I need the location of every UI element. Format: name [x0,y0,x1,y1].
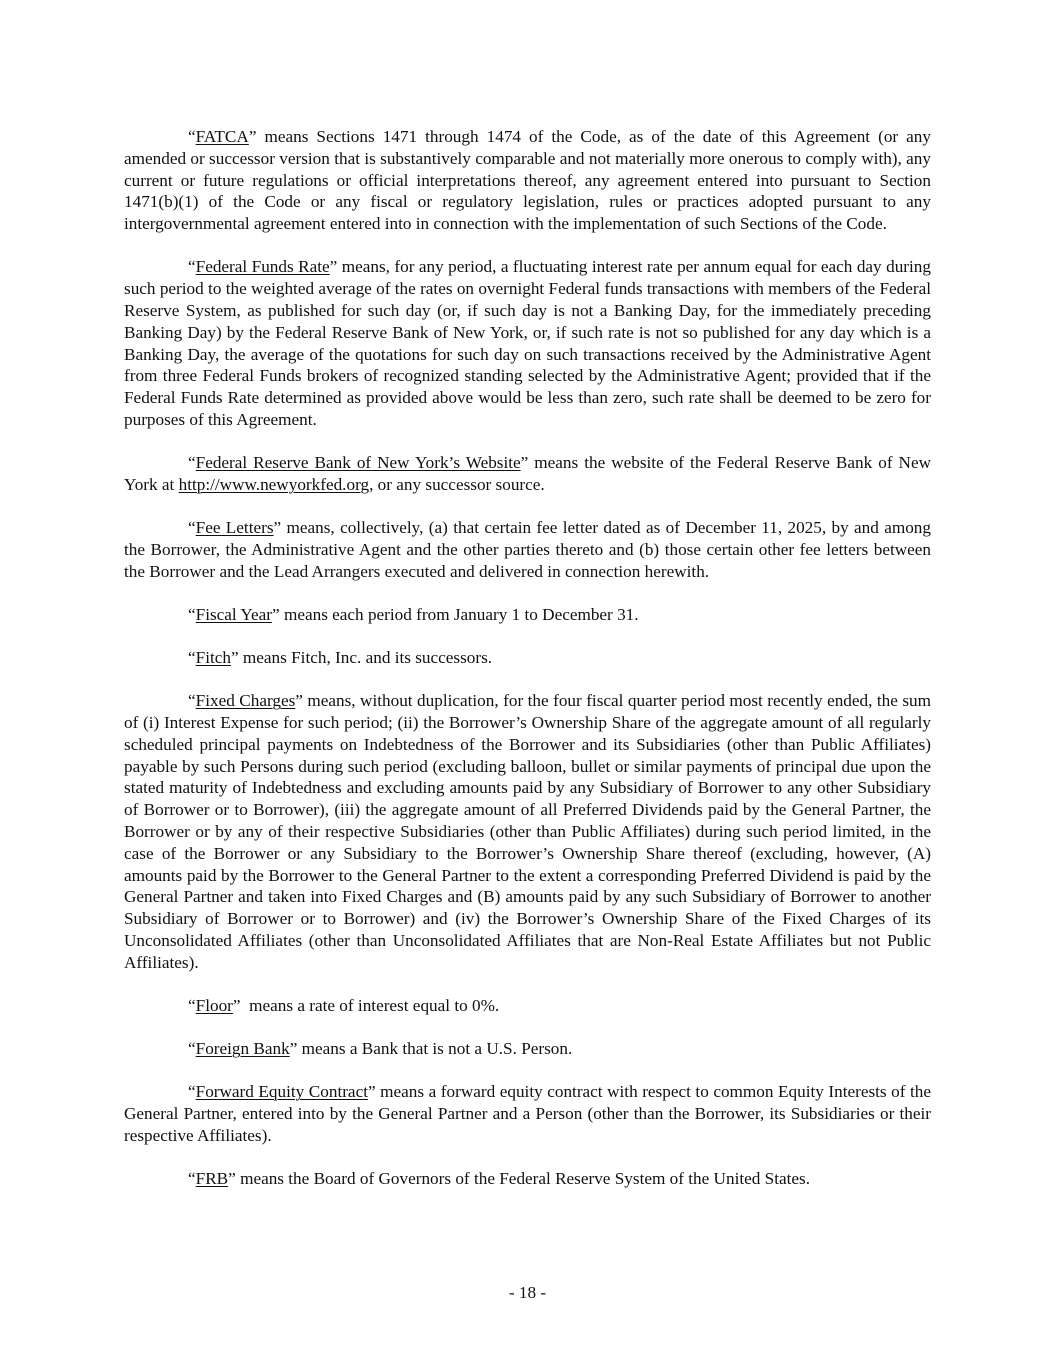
page-number: - 18 - [508,1283,547,1302]
open-quote: “ [188,518,196,538]
close-quote: ” [329,257,338,277]
open-quote: “ [188,604,196,624]
definition-text: means each period from January 1 to December 31. [279,604,639,624]
close-quote: ” [273,518,282,538]
close-quote: ” [520,453,529,473]
definition-fixed-charges [124,690,931,973]
definition-federal-funds-rate [124,256,931,430]
close-quote: ” [248,127,257,146]
definition-text-end: , or any successor source. [369,474,545,494]
defined-term: Federal Funds Rate [195,257,330,277]
definition-fee-letters [124,517,931,582]
open-quote: “ [188,257,196,277]
definition-text: means, for any period, a fluctuating interest rate per annum equal for each day during such period to the weighted average of the rates on overnight Federal funds transactions with members of the Federal Reserve System, as published for such day (or, if such day is not a Banking Day, for the immediately preceding Banking Day) by the Federal Reserve Bank of New York, or, if such rate is not so published for any day which is a Banking Day, the average of the quotations for such day on such transactions received by the Administrative Agent from three Federal Funds brokers of recognized standing selected by the Administrative Agent; provided that if the Federal Funds Rate determined as provided above would be less than zero, such rate shall be deemed to be zero for purposes of this Agreement. [124,257,931,429]
close-quote: ” [232,996,241,1016]
definition-text: means the Board of Governors of the Federal Reserve System of the United States. [235,1169,810,1189]
defined-term: Fitch [195,648,231,668]
definition-fatca [124,126,931,235]
definition-text: means the website of the Federal Reserve Bank of New York at [124,453,931,494]
definition-forward-equity-contract [124,1081,931,1146]
open-quote: “ [188,1082,196,1102]
newyorkfed-link[interactable]: http://www.newyorkfed.org [178,474,370,494]
definition-text: means Sections 1471 through 1474 of the Code, as of the date of this Agreement (or any amended or successor version that is substantively comparable and not materially more onerous to comply with), any current or future regulations or official interpretations thereof, any agreement entered into pursuant to Section 1471(b)(1) of the Code or any fiscal or regulatory legislation, rules or practices adopted pursuant to any intergovernmental agreement entered into in connection with the implementation of such Sections of the Code. [124,127,931,234]
open-quote: “ [188,453,196,473]
definition-text: means a rate of interest equal to 0%. [240,996,500,1016]
defined-term: Forward Equity Contract [195,1082,368,1102]
definition-text: means a Bank that is not a U.S. Person. [297,1039,573,1059]
definition-frb [124,1168,931,1190]
close-quote: ” [230,648,239,668]
defined-term: Federal Reserve Bank of New York’s Website [195,453,521,473]
defined-term: Fiscal Year [195,604,273,624]
document-body [124,126,931,1211]
defined-term: Fixed Charges [195,691,296,711]
defined-term: FRB [195,1169,229,1189]
definition-text: means, collectively, (a) that certain fee letter dated as of December 11, 2025, by and among the Borrower, the Administrative Agent and the other parties thereto and (b) those certain other fee letters between the Borrower and the Lead Arrangers executed and delivered in connection herewith. [124,518,931,581]
definition-floor [124,995,931,1017]
definition-text: means, without duplication, for the four fiscal quarter period most recently ended, the sum of (i) Interest Expense for such period; (ii) the Borrower’s Ownership Share of the aggregate amount of all regularly scheduled principal payments on Indebtedness of the Borrower and its Subsidiaries (other than Public Affiliates) payable by such Persons during such period (excluding balloon, bullet or similar payments of principal due upon the stated maturity of Indebtedness and excluding amounts paid by any Subsidiary of Borrower to any other Subsidiary of Borrower or to Borrower), (iii) the aggregate amount of all Preferred Dividends paid by the General Partner, the Borrower or by any of their respective Subsidiaries (other than Public Affiliates) during such period limited, in the case of the Borrower or any Subsidiary to the Borrower’s Ownership Share thereof (excluding, however, (A) amounts paid by the Borrower to the General Partner to the extent a corresponding Preferred Dividend is paid by the General Partner and taken into Fixed Charges and (B) amounts paid by any such Subsidiary of Borrower to another Subsidiary of Borrower or to Borrower) and (iv) the Borrower’s Ownership Share of the Fixed Charges of its Unconsolidated Affiliates (other than Unconsolidated Affiliates that are Non-Real Estate Affiliates but not Public Affiliates). [124,691,932,972]
close-quote: ” [228,1169,236,1189]
close-quote: ” [367,1082,376,1102]
definition-foreign-bank [124,1038,931,1060]
defined-term: FATCA [195,127,249,146]
open-quote: “ [188,996,196,1016]
definition-frbny-website [124,452,931,496]
open-quote: “ [188,648,196,668]
defined-term: Fee Letters [195,518,274,538]
definition-fiscal-year [124,604,931,626]
close-quote: ” [272,604,280,624]
close-quote: ” [295,691,303,711]
definition-fitch [124,647,931,669]
open-quote: “ [188,1169,196,1189]
definition-text: means a forward equity contract with respect to common Equity Interests of the General Partner, entered into by the General Partner and a Person (other than the Borrower, its Subsidiaries or their respective Affiliates). [124,1082,932,1145]
close-quote: ” [289,1039,298,1059]
defined-term: Foreign Bank [195,1039,290,1059]
open-quote: “ [188,1039,196,1059]
open-quote: “ [188,127,196,146]
defined-term: Floor [195,996,233,1016]
open-quote: “ [188,691,196,711]
definition-text: means Fitch, Inc. and its successors. [238,648,493,668]
